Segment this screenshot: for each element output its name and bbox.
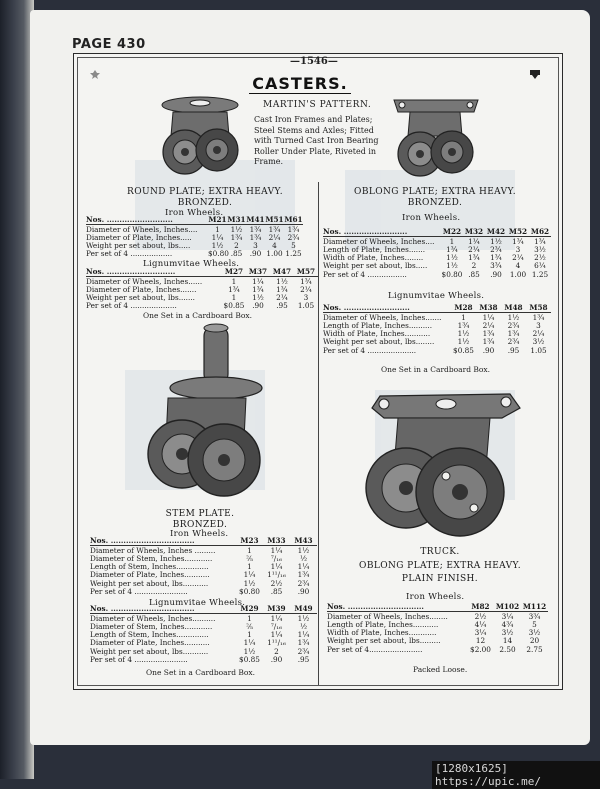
table-cell: 2 bbox=[234, 241, 239, 251]
table-cell: 1½ bbox=[446, 253, 458, 263]
table-row bbox=[86, 302, 318, 310]
table-cell: 14 bbox=[502, 636, 513, 646]
row-label: Diameter of Plate, Inches........... bbox=[90, 638, 210, 648]
table-header-row bbox=[90, 536, 317, 546]
truck-subtitle: OBLONG PLATE; EXTRA HEAVY. bbox=[359, 560, 521, 571]
table-cell: .95 bbox=[507, 345, 520, 355]
table-cell: 1¼ bbox=[243, 638, 256, 648]
table-cell: 1¾ bbox=[300, 276, 312, 286]
table-cell: 1¾ bbox=[276, 284, 288, 294]
table-cell: 1¾ bbox=[297, 638, 310, 648]
table-cell: ⁷/₁₆ bbox=[270, 621, 283, 631]
table-header-label: Nos. .............................. bbox=[327, 602, 424, 611]
table-cell: 6¼ bbox=[534, 261, 546, 271]
table-cell: 1.25 bbox=[285, 249, 302, 259]
table-cell: 2½ bbox=[474, 611, 487, 621]
table-cell: 1.05 bbox=[297, 301, 315, 311]
oblong-plate-wheels-title: Iron Wheels. bbox=[402, 213, 461, 223]
table-cell: 1¾ bbox=[297, 570, 310, 580]
table-header-row bbox=[323, 227, 551, 237]
row-label: Diameter of Plate, Inches....... bbox=[86, 284, 197, 294]
table-cell: 3½ bbox=[534, 244, 546, 254]
row-label: Per set of 4 ................. bbox=[323, 269, 407, 279]
row-label: Per set of 4 ....................... bbox=[90, 586, 188, 596]
column-header: M32 bbox=[464, 227, 484, 236]
table-cell: $0.80 bbox=[239, 586, 260, 596]
table-cell: ½ bbox=[299, 621, 308, 631]
table-row bbox=[90, 588, 317, 596]
table-cell: 1¾ bbox=[532, 312, 545, 322]
table-header-label: Nos. ........................... bbox=[86, 267, 176, 276]
table-cell: 1¾ bbox=[228, 284, 240, 294]
table-cell: .95 bbox=[276, 301, 288, 311]
row-label: Diameter of Wheels, Inches....... bbox=[323, 312, 442, 322]
table-cell: 1¹¹/₁₆ bbox=[267, 638, 286, 648]
column-divider bbox=[318, 182, 319, 685]
table-cell: 3½ bbox=[501, 628, 514, 638]
table-cell: 3¾ bbox=[490, 261, 502, 271]
stem-plate-title: STEM PLATE. bbox=[165, 509, 235, 519]
table-cell: 1¾ bbox=[268, 224, 281, 234]
row-label: Weight per set about, lbs......... bbox=[327, 636, 441, 646]
table-cell: 1¾ bbox=[468, 253, 480, 263]
column-header: M52 bbox=[508, 227, 528, 236]
table-cell: 1¼ bbox=[270, 562, 283, 572]
stem-plate-lignum-table bbox=[90, 604, 317, 664]
table-cell: 3 bbox=[536, 320, 541, 330]
table-cell: 1 bbox=[215, 224, 220, 234]
table-cell: 2 bbox=[471, 261, 477, 271]
table-header-row bbox=[86, 215, 303, 225]
table-cell: 1¹¹/₁₆ bbox=[267, 570, 286, 580]
truck-finish: PLAIN FINISH. bbox=[401, 574, 479, 584]
truck-title: TRUCK. bbox=[420, 547, 460, 557]
round-plate-caster-image bbox=[155, 96, 247, 186]
table-cell: 2¾ bbox=[297, 578, 310, 588]
stem-plate-finish: BRONZED. bbox=[172, 519, 228, 530]
row-label: Width of Plate, Inches........... bbox=[323, 329, 431, 339]
table-cell: 1.05 bbox=[530, 345, 547, 355]
table-cell: 1¾ bbox=[287, 224, 300, 234]
table-cell: ⅖ bbox=[245, 621, 254, 631]
table-cell: 2¼ bbox=[482, 320, 495, 330]
column-header: M61 bbox=[284, 215, 303, 224]
table-cell: 1 bbox=[247, 545, 252, 555]
stem-plate-wheels-title: Iron Wheels. bbox=[170, 529, 229, 539]
table-cell: $0.85 bbox=[239, 654, 260, 664]
row-label: Diameter of Wheels, Inches.... bbox=[86, 224, 198, 234]
table-cell: 1¾ bbox=[252, 284, 264, 294]
page-label: PAGE 430 bbox=[72, 37, 146, 52]
table-cell: 1.25 bbox=[531, 269, 549, 279]
column-header: M51 bbox=[265, 215, 284, 224]
row-label: Weight per set about, lbs..... bbox=[86, 241, 191, 251]
table-cell: 1½ bbox=[457, 337, 470, 347]
pattern-name: MARTIN'S PATTERN. bbox=[263, 100, 372, 110]
table-cell: 2¼ bbox=[268, 232, 281, 242]
stem-plate-iron-table bbox=[90, 536, 317, 596]
oblong-plate-lignum-table bbox=[323, 303, 551, 355]
row-label: Diameter of Plate, Inches..... bbox=[86, 232, 192, 242]
table-cell: 2¼ bbox=[276, 293, 288, 303]
row-label: Per set of 4 .................. bbox=[86, 249, 173, 259]
round-plate-iron-table bbox=[86, 215, 303, 259]
table-cell: 3¼ bbox=[501, 611, 514, 621]
table-cell: ½ bbox=[299, 553, 308, 563]
column-header: M43 bbox=[294, 536, 313, 545]
stem-plate-note: One Set in a Cardboard Box. bbox=[146, 668, 256, 677]
table-cell: 4¾ bbox=[501, 619, 514, 629]
row-label: Width of Plate, Inches............ bbox=[327, 628, 437, 638]
table-header-row bbox=[90, 604, 317, 614]
round-plate-note: One Set in a Cardboard Box. bbox=[143, 311, 253, 320]
table-cell: 2¾ bbox=[507, 320, 520, 330]
truck-heading bbox=[330, 547, 550, 585]
column-header: M62 bbox=[530, 227, 550, 236]
table-cell: 2¼ bbox=[532, 329, 545, 339]
table-cell: 2¼ bbox=[468, 244, 480, 254]
table-cell: 20 bbox=[529, 636, 540, 646]
table-cell: 1½ bbox=[243, 646, 256, 656]
book-spine bbox=[0, 0, 34, 779]
row-label: Diameter of Wheels, Inches.... bbox=[323, 236, 435, 246]
round-plate-wheels-title: Iron Wheels. bbox=[165, 208, 224, 218]
trademark-icon bbox=[530, 70, 540, 79]
fleur-icon bbox=[90, 70, 100, 79]
row-label: Length of Plate, Inches....... bbox=[323, 244, 426, 254]
table-cell: 1½ bbox=[252, 293, 264, 303]
table-cell: $0.85 bbox=[453, 345, 474, 355]
table-cell: 1¾ bbox=[249, 224, 262, 234]
table-cell: .85 bbox=[230, 249, 243, 259]
table-cell: 1¼ bbox=[211, 232, 224, 242]
row-label: Per set of 4....................... bbox=[327, 644, 423, 654]
table-cell: 2½ bbox=[270, 578, 283, 588]
column-header: M102 bbox=[495, 602, 520, 611]
table-cell: 1¾ bbox=[249, 232, 262, 242]
row-label: Length of Plate, Inches........... bbox=[327, 619, 439, 629]
table-cell: 1¼ bbox=[468, 236, 480, 246]
column-header: M27 bbox=[224, 267, 244, 276]
oblong-plate-title: OBLONG PLATE; EXTRA HEAVY. bbox=[354, 187, 516, 197]
table-cell: 1¾ bbox=[457, 320, 470, 330]
table-row bbox=[327, 646, 548, 654]
row-label: Per set of 4 .................... bbox=[86, 301, 177, 311]
truck-note: Packed Loose. bbox=[413, 665, 468, 674]
round-plate-finish: BRONZED. bbox=[177, 197, 233, 208]
table-cell: ⅖ bbox=[245, 553, 254, 563]
table-cell: 1 bbox=[247, 562, 252, 572]
table-header-label: Nos. .......................... bbox=[323, 303, 410, 312]
table-cell: 1.00 bbox=[509, 269, 527, 279]
table-cell: 3 bbox=[515, 244, 521, 254]
table-cell: 1 bbox=[231, 293, 237, 303]
table-cell: .90 bbox=[482, 345, 495, 355]
row-label: Diameter of Wheels, Inches...... bbox=[86, 276, 203, 286]
table-cell: 3 bbox=[303, 293, 309, 303]
table-cell: 1½ bbox=[490, 236, 502, 246]
table-cell: 2.75 bbox=[526, 644, 543, 654]
table-cell: 2¾ bbox=[297, 646, 310, 656]
table-cell: 1¾ bbox=[482, 337, 495, 347]
table-cell: 2¾ bbox=[490, 244, 502, 254]
table-cell: 1¼ bbox=[297, 562, 310, 572]
table-header-row bbox=[323, 303, 551, 313]
table-cell: 3½ bbox=[528, 628, 541, 638]
table-cell: 1½ bbox=[211, 241, 224, 251]
table-cell: .90 bbox=[270, 654, 283, 664]
table-cell: 1¼ bbox=[270, 545, 283, 555]
table-cell: 12 bbox=[475, 636, 486, 646]
row-label: Diameter of Stem, Inches............ bbox=[90, 621, 213, 631]
column-header: M39 bbox=[267, 604, 286, 613]
table-cell: 1¾ bbox=[482, 329, 495, 339]
column-header: M21 bbox=[208, 215, 227, 224]
table-cell: 3¼ bbox=[474, 628, 487, 638]
row-label: Diameter of Wheels, Inches ......... bbox=[90, 545, 216, 555]
table-cell: 1½ bbox=[507, 312, 520, 322]
table-cell: .95 bbox=[297, 654, 310, 664]
table-cell: 1½ bbox=[297, 613, 310, 623]
table-cell: 1¾ bbox=[534, 236, 546, 246]
column-header: M41 bbox=[246, 215, 265, 224]
column-header: M47 bbox=[272, 267, 292, 276]
table-cell: 1¾ bbox=[230, 232, 243, 242]
column-header: M49 bbox=[294, 604, 313, 613]
row-label: Diameter of Plate, Inches........... bbox=[90, 570, 210, 580]
round-plate-title: ROUND PLATE; EXTRA HEAVY. bbox=[127, 187, 283, 197]
stem-plate-lignum-title: Lignumvitae Wheels. bbox=[149, 598, 246, 608]
table-cell: .85 bbox=[468, 269, 480, 279]
table-cell: 1 bbox=[231, 276, 237, 286]
table-row bbox=[90, 656, 317, 664]
row-label: Weight per set about, lbs........... bbox=[90, 578, 209, 588]
truck-caster-image bbox=[360, 388, 528, 544]
row-label: Per set of 4 ..................... bbox=[323, 345, 417, 355]
row-label: Width of Plate, Inches........ bbox=[323, 253, 424, 263]
row-label: Length of Plate, Inches.......... bbox=[323, 320, 433, 330]
oblong-plate-heading bbox=[330, 187, 540, 208]
table-header-label: Nos. ................................. bbox=[90, 604, 195, 613]
table-cell: 2¼ bbox=[300, 284, 312, 294]
table-cell: 5 bbox=[291, 241, 296, 251]
table-header-label: Nos. ......................... bbox=[323, 227, 408, 236]
table-cell: 3 bbox=[253, 241, 258, 251]
table-cell: 1½ bbox=[243, 578, 256, 588]
oblong-plate-note: One Set in a Cardboard Box. bbox=[381, 365, 491, 374]
table-cell: 3½ bbox=[532, 337, 545, 347]
table-cell: ⁷/₁₆ bbox=[270, 553, 283, 563]
row-label: Per set of 4 ....................... bbox=[90, 654, 188, 664]
table-cell: $0.80 bbox=[208, 249, 229, 259]
table-cell: 4 bbox=[515, 261, 521, 271]
table-cell: .90 bbox=[249, 249, 262, 259]
table-cell: 1 bbox=[247, 630, 252, 640]
table-cell: 2½ bbox=[534, 253, 546, 263]
round-plate-lignum-table bbox=[86, 267, 318, 311]
table-cell: 1¼ bbox=[252, 276, 264, 286]
column-header: M82 bbox=[471, 602, 490, 611]
table-cell: 2.50 bbox=[499, 644, 516, 654]
column-header: M23 bbox=[240, 536, 259, 545]
table-cell: 1¼ bbox=[297, 630, 310, 640]
column-header: M22 bbox=[442, 227, 462, 236]
catalog-number: —1546— bbox=[290, 56, 338, 67]
table-cell: .85 bbox=[270, 586, 283, 596]
table-cell: 1.00 bbox=[266, 249, 283, 259]
table-cell: 1½ bbox=[297, 545, 310, 555]
table-cell: 1¼ bbox=[270, 613, 283, 623]
table-cell: 2 bbox=[274, 646, 279, 656]
table-cell: .90 bbox=[490, 269, 502, 279]
table-cell: 2¼ bbox=[512, 253, 524, 263]
table-cell: .90 bbox=[297, 586, 310, 596]
table-cell: .90 bbox=[252, 301, 264, 311]
table-cell: 5 bbox=[532, 619, 537, 629]
table-cell: 1½ bbox=[457, 329, 470, 339]
table-cell: 1¼ bbox=[243, 570, 256, 580]
column-header: M38 bbox=[479, 303, 498, 312]
row-label: Diameter of Wheels, Inches.......... bbox=[90, 613, 216, 623]
column-header: M29 bbox=[240, 604, 259, 613]
row-label: Weight per set about, lbs..... bbox=[323, 261, 428, 271]
description: Cast Iron Frames and Plates; Steel Stems and Axles; Fitted with Turned Cast Iron Bearing Roller Under Plate, Riveted in Frame. bbox=[254, 115, 379, 166]
table-cell: 2¾ bbox=[287, 232, 300, 242]
table-cell: 1½ bbox=[230, 224, 243, 234]
table-cell: 1¼ bbox=[482, 312, 495, 322]
table-cell: 4¼ bbox=[474, 619, 487, 629]
truck-iron-table bbox=[327, 602, 548, 654]
stem-plate-caster-image bbox=[138, 322, 266, 504]
column-header: M33 bbox=[267, 536, 286, 545]
column-header: M28 bbox=[454, 303, 473, 312]
table-cell: $0.80 bbox=[441, 269, 463, 279]
table-row bbox=[323, 347, 551, 355]
table-cell: $0.85 bbox=[223, 301, 245, 311]
table-cell: 1¾ bbox=[490, 253, 502, 263]
table-cell: 3¾ bbox=[528, 611, 541, 621]
row-label: Weight per set about, lbs....... bbox=[86, 293, 195, 303]
column-header: M31 bbox=[227, 215, 246, 224]
table-cell: 1½ bbox=[276, 276, 288, 286]
row-label: Length of Stem, Inches.............. bbox=[90, 630, 209, 640]
truck-wheels-title: Iron Wheels. bbox=[406, 592, 465, 602]
column-header: M42 bbox=[486, 227, 506, 236]
table-header-label: Nos. ................................. bbox=[90, 536, 195, 545]
source-tag: [1280x1625] https://upic.me/ bbox=[432, 761, 600, 789]
oblong-plate-finish: BRONZED. bbox=[407, 197, 463, 208]
oblong-plate-caster-image bbox=[390, 96, 482, 186]
table-cell: 1 bbox=[449, 236, 455, 246]
row-label: Diameter of Stem, Inches............ bbox=[90, 553, 213, 563]
row-label: Weight per set about, lbs........... bbox=[90, 646, 209, 656]
table-cell: 1¾ bbox=[446, 244, 458, 254]
table-cell: 1 bbox=[247, 613, 252, 623]
table-cell: 4 bbox=[272, 241, 277, 251]
table-header-label: Nos. .......................... bbox=[86, 215, 173, 224]
table-cell: 1¾ bbox=[512, 236, 524, 246]
round-plate-lignum-title: Lignumvitae Wheels. bbox=[143, 259, 240, 269]
oblong-plate-lignum-title: Lignumvitae Wheels. bbox=[388, 291, 485, 301]
table-header-row bbox=[86, 267, 318, 277]
column-header: M37 bbox=[248, 267, 268, 276]
column-header: M112 bbox=[522, 602, 547, 611]
table-cell: 1¾ bbox=[507, 329, 520, 339]
stem-plate-heading bbox=[140, 509, 260, 530]
row-label: Weight per set about, lbs........ bbox=[323, 337, 435, 347]
table-header-row bbox=[327, 602, 548, 612]
row-label: Length of Stem, Inches.............. bbox=[90, 562, 209, 572]
column-header: M58 bbox=[529, 303, 548, 312]
table-cell: $2.00 bbox=[470, 644, 491, 654]
column-header: M57 bbox=[296, 267, 316, 276]
table-cell: 2¾ bbox=[507, 337, 520, 347]
table-cell: 1½ bbox=[446, 261, 458, 271]
table-cell: 1¼ bbox=[270, 630, 283, 640]
table-cell: 1 bbox=[461, 312, 466, 322]
round-plate-heading bbox=[105, 187, 305, 208]
oblong-plate-iron-table bbox=[323, 227, 551, 279]
column-header: M48 bbox=[504, 303, 523, 312]
table-row bbox=[323, 271, 551, 279]
row-label: Diameter of Wheels, Inches........ bbox=[327, 611, 448, 621]
title-text: CASTERS. bbox=[249, 74, 350, 94]
table-row bbox=[86, 250, 303, 258]
